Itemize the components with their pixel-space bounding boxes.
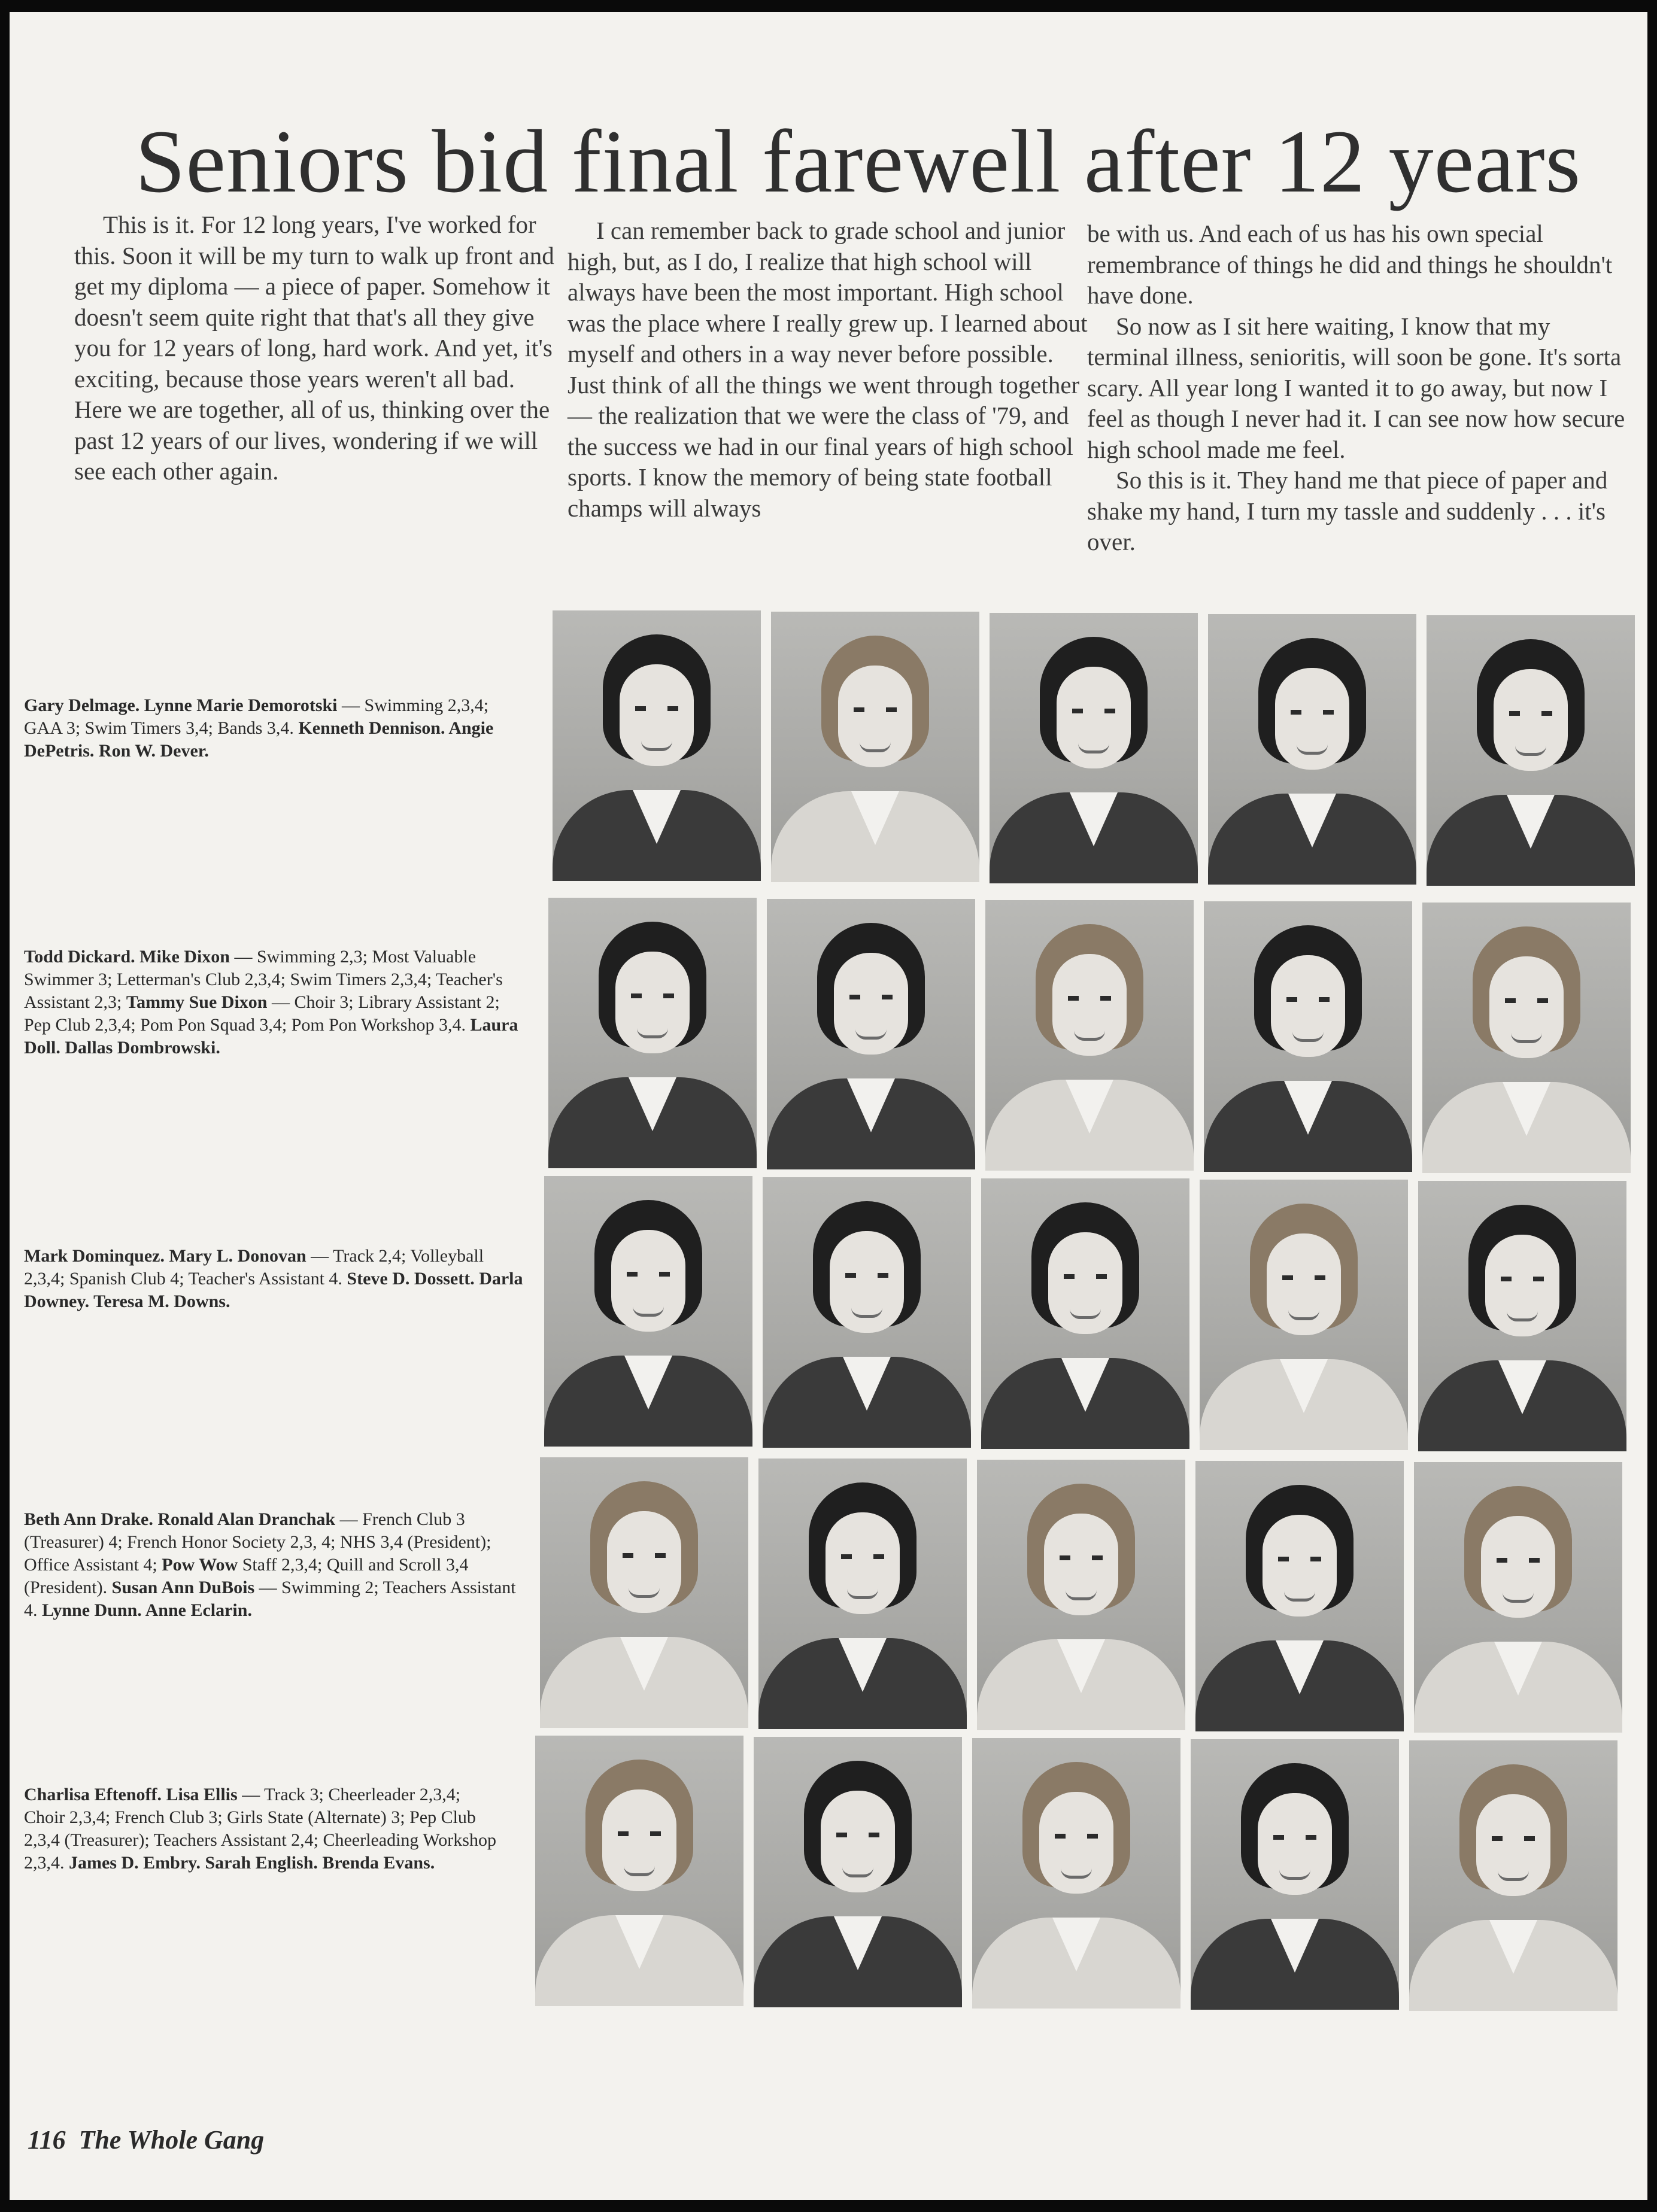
portrait-eyes — [1291, 710, 1334, 715]
student-portrait — [981, 1178, 1189, 1449]
student-portrait — [990, 613, 1198, 883]
portrait-eyes — [1273, 1835, 1316, 1840]
student-portrait — [1418, 1181, 1626, 1451]
text-column-1 — [74, 209, 556, 487]
portrait-eyes — [1505, 998, 1548, 1003]
student-portrait — [1409, 1740, 1617, 2011]
student-portrait — [771, 612, 979, 882]
student-name: Susan Ann DuBois — [111, 1578, 255, 1597]
portrait-eyes — [1055, 1834, 1098, 1839]
student-name: Laura Doll. Dallas Dombrowski. — [24, 1015, 518, 1058]
student-portrait — [544, 1176, 752, 1447]
student-portrait — [1195, 1461, 1404, 1731]
portrait-eyes — [1282, 1275, 1325, 1280]
page-folio: 116 The Whole Gang — [28, 2125, 265, 2155]
portrait-eyes — [1501, 1277, 1544, 1281]
student-portrait — [553, 610, 761, 881]
portrait-eyes — [618, 1831, 661, 1836]
student-name: Kenneth Dennison. Angie DePetris. Ron W. Dever. — [24, 718, 494, 761]
headline: Seniors bid final farewell after 12 years — [135, 112, 1582, 211]
portrait-eyes — [1072, 709, 1115, 713]
portrait-eyes — [841, 1554, 884, 1559]
column-paragraph: This is it. For 12 long years, I've worked for this. Soon it will be my turn to walk up front and get my diploma — a piece of paper. Somehow it doesn't seem quite right that that's all they give you for 12 years of long, hard work. And yet, it's exciting, because those years weren't all bad. Here we are together, all of us, thinking over the past 12 years of our lives, wondering if we will see each other again. — [74, 211, 554, 485]
student-portrait — [1208, 614, 1416, 885]
portrait-eyes — [836, 1833, 879, 1837]
photo-caption-row-2 — [24, 946, 527, 1059]
portrait-eyes — [845, 1273, 888, 1278]
student-portrait — [1422, 903, 1631, 1173]
student-name: Charlisa Eftenoff. Lisa Ellis — [24, 1785, 238, 1804]
student-portrait — [1414, 1462, 1622, 1733]
student-portrait — [1200, 1180, 1408, 1450]
portrait-eyes — [623, 1553, 666, 1558]
portrait-eyes — [1278, 1557, 1321, 1561]
yearbook-page — [10, 12, 1647, 2200]
student-portrait — [548, 898, 757, 1168]
portrait-eyes — [1286, 997, 1330, 1002]
activity-list: — Swimming 2; Teachers Assistant 4. — [24, 1578, 516, 1620]
student-name: Mark Dominquez. Mary L. Donovan — [24, 1246, 306, 1266]
photo-caption-row-5 — [24, 1783, 503, 1874]
student-portrait — [535, 1736, 743, 2006]
portrait-eyes — [627, 1272, 670, 1277]
portrait-eyes — [1497, 1558, 1540, 1563]
portrait-eyes — [635, 706, 678, 711]
portrait-eyes — [1492, 1836, 1535, 1841]
column-paragraph: So now as I sit here waiting, I know that my terminal illness, senioritis, will soon be gone. It's sorta scary. All year long I wanted it to go away, but now I feel as though I never had it. I can see now how secure high school made me feel. — [1087, 312, 1625, 463]
student-portrait — [1427, 615, 1635, 886]
activity-list: — Track 2,4; Volleyball 2,3,4; Spanish Club 4; Teacher's Assistant 4. — [24, 1246, 484, 1289]
activity-list: — Choir 3; Library Assistant 2; Pep Club 2,3,4; Pom Pon Squad 3,4; Pom Pon Workshop 3,4. — [24, 992, 500, 1035]
student-portrait — [1204, 901, 1412, 1172]
student-name: Gary Delmage. Lynne Marie Demorotski — [24, 695, 338, 715]
student-portrait — [985, 900, 1194, 1171]
activity-list: — Swimming 2,3,4; GAA 3; Swim Timers 3,4; Bands 3,4. — [24, 695, 489, 738]
student-name: Beth Ann Drake. Ronald Alan Dranchak — [24, 1509, 336, 1529]
student-portrait — [767, 899, 975, 1169]
column-paragraph: be with us. And each of us has his own special remembrance of things he did and things he shouldn't have done. — [1087, 220, 1613, 309]
student-portrait — [1191, 1739, 1399, 2010]
student-portrait — [972, 1738, 1180, 2009]
column-paragraph: So this is it. They hand me that piece of paper and shake my hand, I turn my tassle and suddenly . . . it's over. — [1087, 466, 1608, 555]
student-portrait — [540, 1457, 748, 1728]
student-portrait — [977, 1460, 1185, 1730]
text-column-2 — [567, 215, 1088, 524]
portrait-eyes — [631, 993, 674, 998]
photo-caption-row-3 — [24, 1245, 527, 1313]
student-name: James D. Embry. Sarah English. Brenda Evans. — [69, 1853, 435, 1873]
photo-caption-row-1 — [24, 694, 527, 762]
portrait-eyes — [1064, 1274, 1107, 1279]
student-name: Lynne Dunn. Anne Eclarin. — [42, 1600, 252, 1620]
student-name: Todd Dickard. Mike Dixon — [24, 947, 230, 967]
text-column-3 — [1087, 218, 1626, 558]
activity-list: — French Club 3 (Treasurer) 4; French Honor Society 2,3, 4; NHS 3,4 (President); Office Assistant 4; — [24, 1509, 491, 1575]
portrait-eyes — [1509, 711, 1552, 716]
student-name: Pow Wow — [162, 1555, 238, 1575]
student-portrait — [763, 1177, 971, 1448]
photo-caption-row-4 — [24, 1508, 521, 1622]
activity-list: Staff 2,3,4; Quill and Scroll 3,4 (President). — [24, 1555, 469, 1597]
student-name: Steve D. Dossett. Darla Downey. Teresa M. Downs. — [24, 1269, 523, 1311]
activity-list: — Swimming 2,3; Most Valuable Swimmer 3; Letterman's Club 2,3,4; Swim Timers 2,3,4; Teacher's Assistant 2,3; — [24, 947, 503, 1012]
portrait-eyes — [854, 707, 897, 712]
student-portrait — [758, 1459, 967, 1729]
activity-list: — Track 3; Cheerleader 2,3,4; Choir 2,3,4; French Club 3; Girls State (Alternate) 3; Pep Club 2,3,4 (Treasurer); Teachers Assistant 2,4; Cheerleading Workshop 2,3,4. — [24, 1785, 496, 1873]
portrait-eyes — [1068, 996, 1111, 1001]
portrait-eyes — [849, 995, 893, 999]
student-portrait — [754, 1737, 962, 2007]
column-paragraph: I can remember back to grade school and junior high, but, as I do, I realize that high school will always have been the most important. High school was the place where I really grew up. I learned about myself and others in a way never before possible. Just think of all the things we went through together — the realization that we were the class of '79, and the success we had in our final years of high school sports. I know the memory of being state football champs will always — [567, 217, 1088, 522]
portrait-eyes — [1060, 1555, 1103, 1560]
student-name: Tammy Sue Dixon — [126, 992, 268, 1012]
